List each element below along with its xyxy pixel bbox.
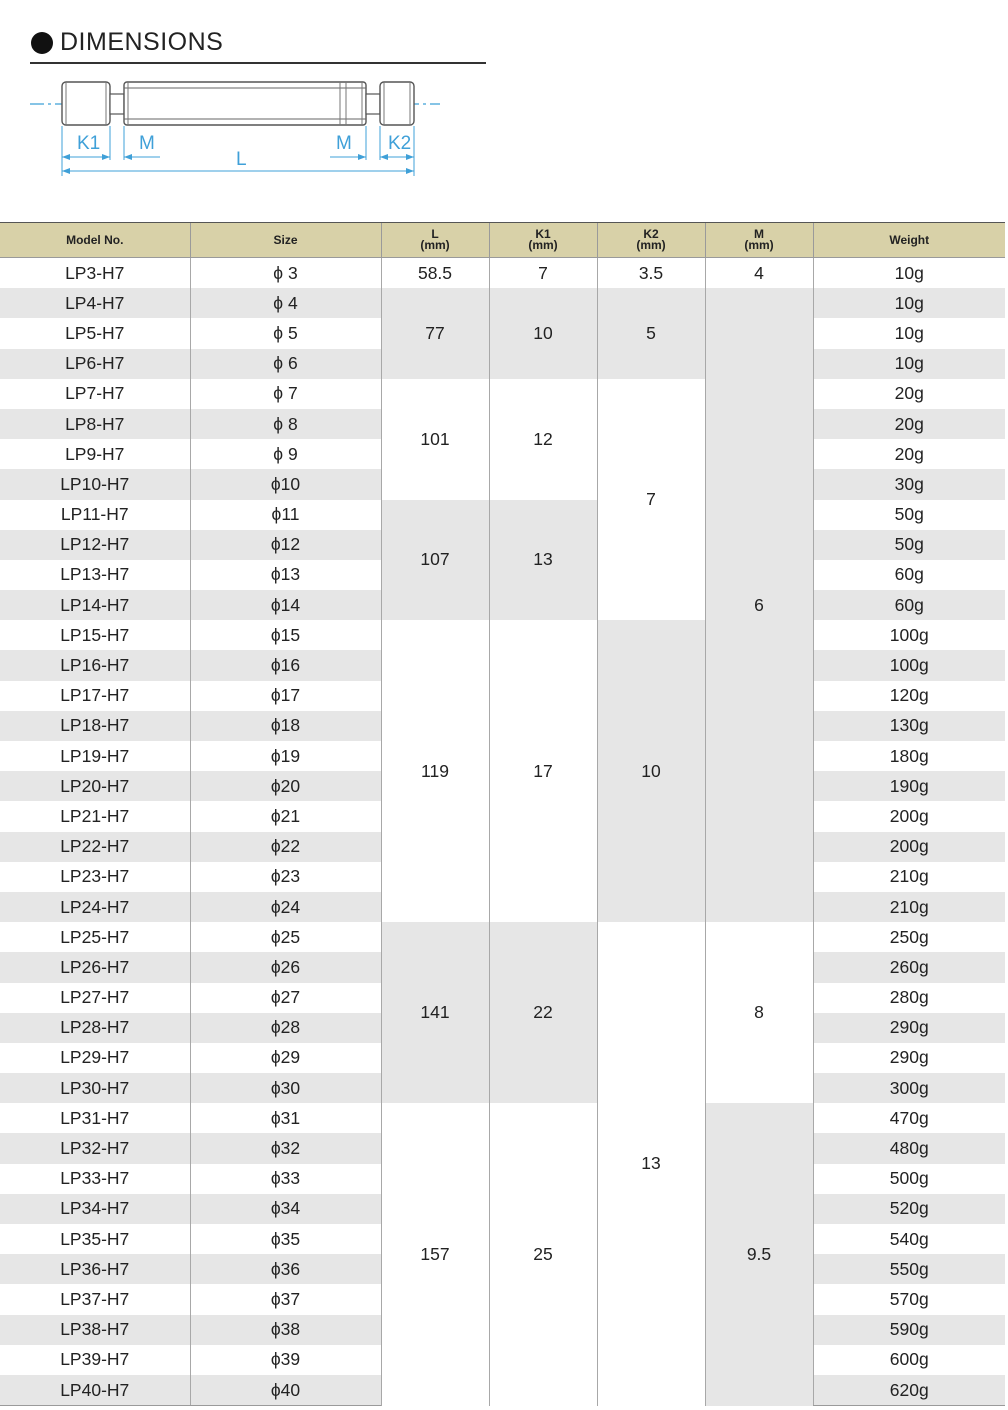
header-k2: K2 (mm) (597, 223, 705, 258)
model-cell: LP20-H7 (0, 771, 190, 801)
header-l: L (mm) (381, 223, 489, 258)
k2-cell: 13 (597, 922, 705, 1406)
k2-cell: 3.5 (597, 258, 705, 289)
l-cell: 77 (381, 288, 489, 379)
size-cell: ϕ 5 (190, 318, 381, 348)
model-cell: LP30-H7 (0, 1073, 190, 1103)
table-row (0, 1103, 1005, 1133)
size-cell: ϕ23 (190, 862, 381, 892)
model-cell: LP16-H7 (0, 650, 190, 680)
weight-cell: 60g (813, 560, 1005, 590)
table-row (0, 258, 1005, 289)
k1-cell: 12 (489, 379, 597, 500)
weight-cell: 60g (813, 590, 1005, 620)
weight-cell: 100g (813, 620, 1005, 650)
weight-cell: 100g (813, 650, 1005, 680)
table-row (0, 620, 1005, 650)
model-cell: LP22-H7 (0, 832, 190, 862)
size-cell: ϕ17 (190, 681, 381, 711)
model-cell: LP6-H7 (0, 349, 190, 379)
size-cell: ϕ11 (190, 500, 381, 530)
weight-cell: 250g (813, 922, 1005, 952)
model-cell: LP35-H7 (60, 1228, 130, 1249)
weight-cell: 600g (813, 1345, 1005, 1375)
size-cell: ϕ30 (190, 1073, 381, 1103)
weight-cell: 290g (813, 1043, 1005, 1073)
weight-cell: 200g (813, 832, 1005, 862)
weight-cell: 570g (813, 1284, 1005, 1314)
size-cell: ϕ16 (190, 650, 381, 680)
model-cell: LP23-H7 (60, 866, 130, 887)
model-cell: LP38-H7 (0, 1315, 190, 1345)
weight-cell: 210g (813, 892, 1005, 922)
label-k1: K1 (77, 133, 101, 154)
header-k1: K1 (mm) (489, 223, 597, 258)
size-cell: ϕ36 (190, 1254, 381, 1284)
model-cell: LP25-H7 (60, 926, 130, 947)
table-row (0, 922, 1005, 952)
weight-cell: 540g (813, 1224, 1005, 1254)
mm-cell: 4 (705, 258, 813, 289)
table-row (0, 500, 1005, 530)
size-cell: ϕ 8 (190, 409, 381, 439)
model-cell: LP36-H7 (0, 1254, 190, 1284)
size-cell: ϕ32 (190, 1133, 381, 1163)
model-cell: LP11-H7 (60, 504, 129, 525)
section-title: DIMENSIONS (60, 28, 224, 56)
weight-cell: 550g (813, 1254, 1005, 1284)
header-m: M (mm) (705, 223, 813, 258)
model-cell: LP15-H7 (60, 624, 130, 645)
size-cell: ϕ33 (190, 1164, 381, 1194)
weight-cell: 10g (813, 349, 1005, 379)
weight-cell: 520g (813, 1194, 1005, 1224)
weight-cell: 200g (813, 801, 1005, 831)
mm-cell: 8 (705, 922, 813, 1103)
weight-cell: 290g (813, 1013, 1005, 1043)
size-cell: ϕ13 (190, 560, 381, 590)
weight-cell: 300g (813, 1073, 1005, 1103)
weight-cell: 180g (813, 741, 1005, 771)
l-cell: 107 (381, 500, 489, 621)
weight-cell: 50g (813, 530, 1005, 560)
k2-cell: 10 (597, 620, 705, 922)
header-weight: Weight (813, 223, 1005, 258)
weight-cell: 130g (813, 711, 1005, 741)
model-cell: LP34-H7 (0, 1194, 190, 1224)
model-cell: LP40-H7 (0, 1375, 190, 1406)
model-cell: LP32-H7 (0, 1133, 190, 1163)
size-cell: ϕ 6 (190, 349, 381, 379)
weight-cell: 260g (813, 952, 1005, 982)
weight-cell: 20g (813, 439, 1005, 469)
label-l: L (236, 149, 247, 170)
weight-cell: 480g (813, 1133, 1005, 1163)
dimensions-table (0, 222, 1005, 1406)
table-row (0, 379, 1005, 409)
k1-cell: 22 (489, 922, 597, 1103)
size-cell: ϕ 4 (190, 288, 381, 318)
model-cell: LP31-H7 (60, 1107, 130, 1128)
size-cell: ϕ40 (190, 1375, 381, 1406)
model-cell: LP27-H7 (60, 987, 130, 1008)
k2-cell: 7 (597, 379, 705, 621)
size-cell: ϕ34 (190, 1194, 381, 1224)
l-cell: 58.5 (381, 258, 489, 289)
model-cell: LP17-H7 (60, 685, 130, 706)
model-cell: LP13-H7 (60, 564, 130, 585)
header-model: Model No. (0, 223, 190, 258)
model-cell: LP3-H7 (65, 262, 125, 283)
label-k2: K2 (388, 133, 412, 154)
model-cell: LP21-H7 (60, 805, 130, 826)
mm-cell: 9.5 (705, 1103, 813, 1405)
size-cell: ϕ 9 (190, 439, 381, 469)
weight-cell: 10g (813, 258, 1005, 289)
size-cell: ϕ15 (190, 620, 381, 650)
model-cell: LP4-H7 (0, 288, 190, 318)
model-cell: LP9-H7 (65, 443, 125, 464)
size-cell: ϕ 7 (190, 379, 381, 409)
size-cell: ϕ18 (190, 711, 381, 741)
table-header-row (0, 223, 1005, 258)
k1-cell: 13 (489, 500, 597, 621)
k1-cell: 17 (489, 620, 597, 922)
l-cell: 101 (381, 379, 489, 500)
size-cell: ϕ31 (190, 1103, 381, 1133)
model-cell: LP10-H7 (0, 469, 190, 499)
size-cell: ϕ24 (190, 892, 381, 922)
k2-cell: 5 (597, 288, 705, 379)
size-cell: ϕ27 (190, 983, 381, 1013)
table-row (0, 288, 1005, 318)
model-cell: LP33-H7 (60, 1168, 130, 1189)
weight-cell: 280g (813, 983, 1005, 1013)
weight-cell: 20g (813, 379, 1005, 409)
size-cell: ϕ22 (190, 832, 381, 862)
model-cell: LP26-H7 (0, 952, 190, 982)
model-cell: LP5-H7 (65, 322, 125, 343)
size-cell: ϕ19 (190, 741, 381, 771)
weight-cell: 620g (813, 1375, 1005, 1406)
label-m-left: M (139, 133, 155, 154)
bullet-dot-icon (31, 32, 53, 54)
size-cell: ϕ28 (190, 1013, 381, 1043)
size-cell: ϕ26 (190, 952, 381, 982)
model-cell: LP29-H7 (60, 1047, 130, 1068)
size-cell: ϕ38 (190, 1315, 381, 1345)
k1-cell: 10 (489, 288, 597, 379)
weight-cell: 50g (813, 500, 1005, 530)
model-cell: LP37-H7 (60, 1288, 130, 1309)
model-cell: LP14-H7 (0, 590, 190, 620)
weight-cell: 210g (813, 862, 1005, 892)
k1-cell: 7 (489, 258, 597, 289)
size-cell: ϕ12 (190, 530, 381, 560)
weight-cell: 500g (813, 1164, 1005, 1194)
size-cell: ϕ39 (190, 1345, 381, 1375)
model-cell: LP8-H7 (0, 409, 190, 439)
model-cell: LP24-H7 (0, 892, 190, 922)
size-cell: ϕ29 (190, 1043, 381, 1073)
l-cell: 119 (381, 620, 489, 922)
size-cell: ϕ 3 (190, 258, 381, 289)
weight-cell: 190g (813, 771, 1005, 801)
weight-cell: 470g (813, 1103, 1005, 1133)
model-cell: LP12-H7 (0, 530, 190, 560)
size-cell: ϕ25 (190, 922, 381, 952)
weight-cell: 10g (813, 318, 1005, 348)
weight-cell: 590g (813, 1315, 1005, 1345)
size-cell: ϕ20 (190, 771, 381, 801)
model-cell: LP28-H7 (0, 1013, 190, 1043)
weight-cell: 30g (813, 469, 1005, 499)
size-cell: ϕ10 (190, 469, 381, 499)
model-cell: LP7-H7 (65, 383, 125, 404)
weight-cell: 10g (813, 288, 1005, 318)
size-cell: ϕ21 (190, 801, 381, 831)
weight-cell: 20g (813, 409, 1005, 439)
model-cell: LP39-H7 (60, 1349, 130, 1370)
mm-cell: 6 (705, 288, 813, 922)
k1-cell: 25 (489, 1103, 597, 1405)
model-cell: LP19-H7 (60, 745, 130, 766)
size-cell: ϕ14 (190, 590, 381, 620)
label-m-right: M (336, 133, 352, 154)
l-cell: 141 (381, 922, 489, 1103)
size-cell: ϕ35 (190, 1224, 381, 1254)
model-cell: LP18-H7 (0, 711, 190, 741)
l-cell: 157 (381, 1103, 489, 1405)
pin-gauge-dimension-diagram (0, 68, 500, 188)
weight-cell: 120g (813, 681, 1005, 711)
size-cell: ϕ37 (190, 1284, 381, 1314)
header-size: Size (190, 223, 381, 258)
section-header (30, 26, 486, 64)
